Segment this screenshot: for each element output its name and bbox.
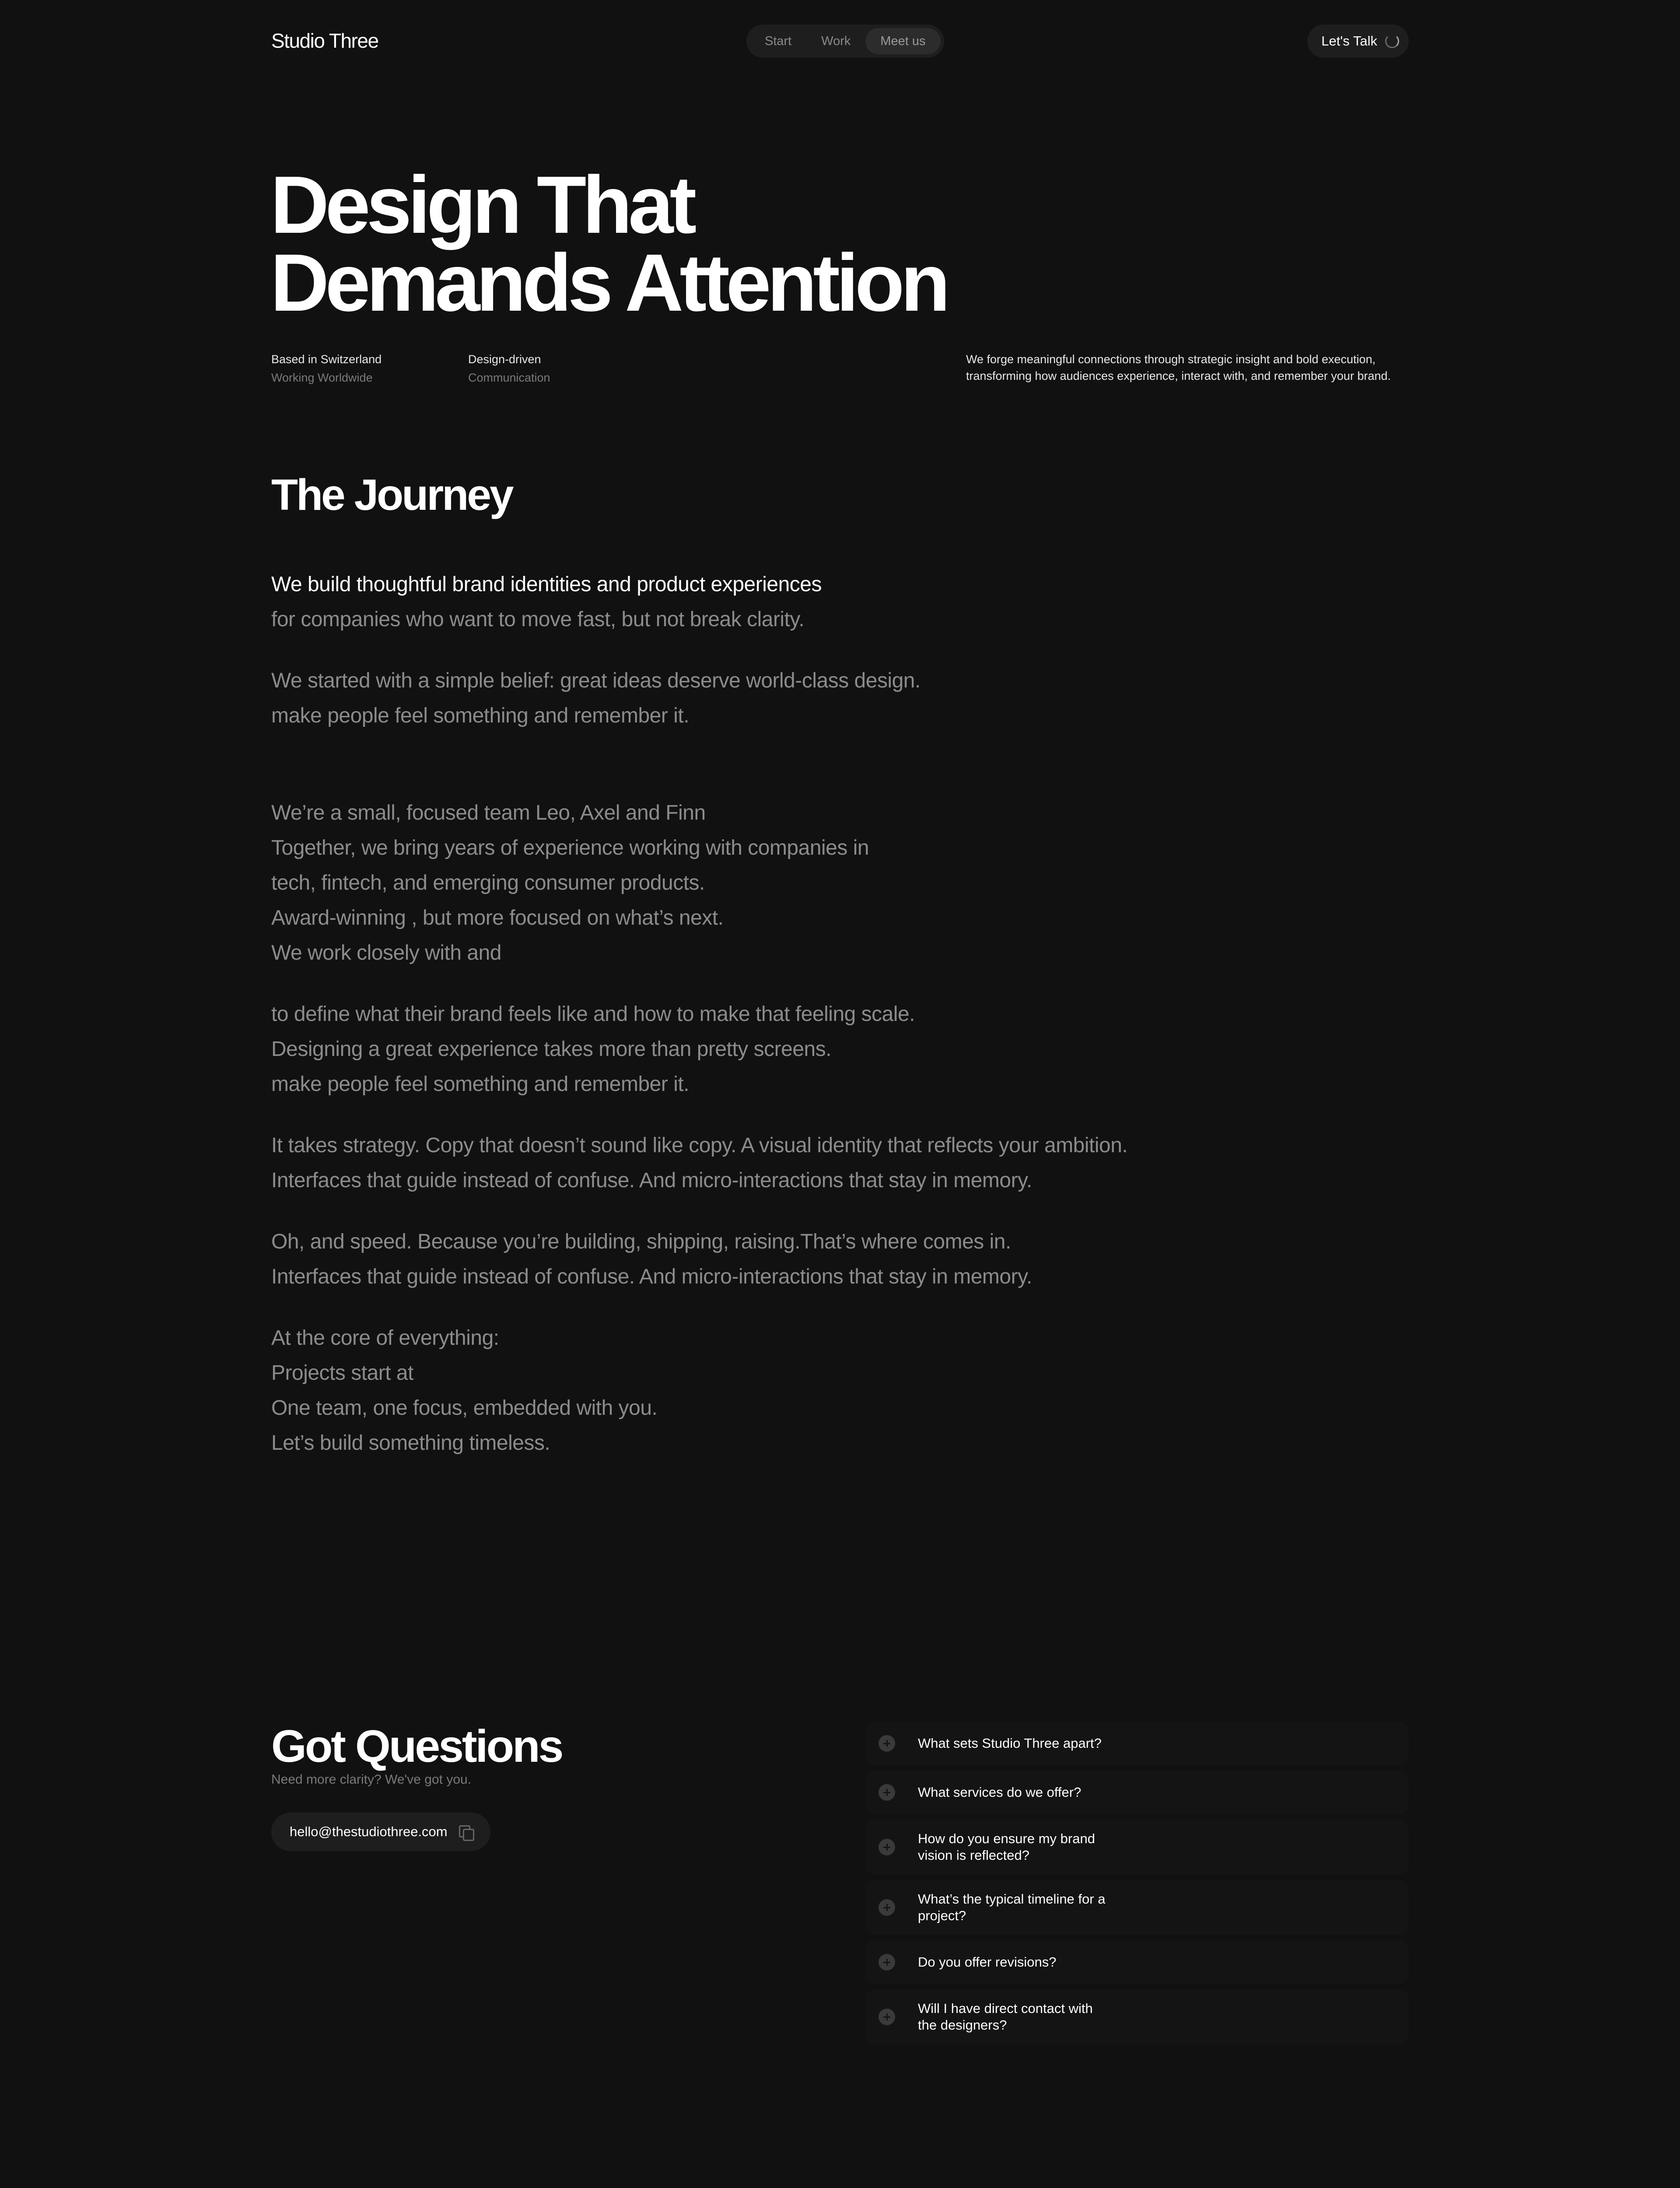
faq-question: Will I have direct contact with the designers?: [918, 2001, 1093, 2033]
faq-item[interactable]: [865, 1820, 1409, 1875]
lets-talk-button[interactable]: [1307, 25, 1409, 58]
journey-line: to define what their brand feels like and how to make that feeling scale.: [271, 1003, 915, 1026]
main-nav: [746, 25, 944, 58]
plus-icon: [878, 2009, 895, 2025]
email-copy-button[interactable]: [271, 1813, 490, 1851]
faq-question: How do you ensure my brand vision is reflected?: [918, 1831, 1095, 1863]
meta-location-secondary: Working Worldwide: [271, 371, 373, 384]
nav-meet-us[interactable]: Meet us: [865, 28, 940, 54]
faq-item[interactable]: [865, 1880, 1409, 1935]
faq-item[interactable]: [865, 1989, 1409, 2044]
faq-item[interactable]: [865, 1940, 1409, 1984]
faq-question: What’s the typical timeline for a project?: [918, 1891, 1106, 1923]
nav-work[interactable]: Work: [821, 34, 851, 48]
journey-title: The Journey: [271, 470, 512, 519]
email-address: hello@thestudiothree.com: [290, 1824, 448, 1839]
journey-line: We’re a small, focused team Leo, Axel and Finn: [271, 801, 706, 824]
journey-line: Interfaces that guide instead of confuse. And micro-interactions that stay in memory.: [271, 1265, 1032, 1288]
nav-start[interactable]: Start: [765, 34, 792, 48]
journey-line: It takes strategy. Copy that doesn’t sound like copy. A visual identity that reflects your ambition.: [271, 1134, 1128, 1157]
plus-icon: [878, 1735, 895, 1752]
faq-item[interactable]: [865, 1722, 1409, 1765]
journey-line: Interfaces that guide instead of confuse. And micro-interactions that stay in memory.: [271, 1169, 1032, 1192]
journey-line: Award-winning , but more focused on what’s next.: [271, 906, 724, 929]
journey-paragraph-4: [271, 997, 915, 1102]
hero-description: We forge meaningful connections through strategic insight and bold execution, transforming how audiences experience, interact with, and remember your brand.: [966, 353, 1391, 382]
journey-paragraph-1: [271, 567, 822, 637]
meta-focus-secondary: Communication: [468, 371, 550, 384]
meta-location: [271, 350, 382, 387]
journey-line: Let’s build something timeless.: [271, 1431, 550, 1455]
journey-line: One team, one focus, embedded with you.: [271, 1396, 658, 1420]
faq-question: Do you offer revisions?: [918, 1954, 1057, 1970]
journey-line: tech, fintech, and emerging consumer products.: [271, 871, 705, 894]
journey-line: make people feel something and remember it.: [271, 704, 690, 727]
journey-line: Designing a great experience takes more than pretty screens.: [271, 1038, 832, 1061]
hero-title-line-1: Design That: [270, 160, 693, 250]
meta-focus-primary: Design-driven: [468, 353, 541, 366]
journey-paragraph-2: [271, 663, 920, 733]
faq-question: What services do we offer?: [918, 1785, 1082, 1800]
loader-icon: [1385, 34, 1399, 48]
journey-line: Projects start at: [271, 1361, 413, 1385]
faq-item[interactable]: [865, 1771, 1409, 1814]
journey-line: We build thoughtful brand identities and product experiences: [271, 573, 822, 596]
copy-icon: [459, 1825, 472, 1838]
journey-line: At the core of everything:: [271, 1326, 499, 1350]
journey-paragraph-3: [271, 796, 869, 971]
faq-title: Got Questions: [271, 1721, 562, 1772]
site-header: [271, 25, 1409, 58]
faq-subtitle: Need more clarity? We've got you.: [271, 1772, 472, 1787]
meta-location-primary: Based in Switzerland: [271, 353, 382, 366]
brand-logo[interactable]: Studio Three: [271, 29, 378, 52]
journey-line: make people feel something and remember it.: [271, 1073, 690, 1096]
journey-line: for companies who want to move fast, but not break clarity.: [271, 608, 805, 631]
faq-question: What sets Studio Three apart?: [918, 1736, 1102, 1751]
plus-icon: [878, 1899, 895, 1916]
faq-list: [865, 1722, 1409, 2050]
hero-title-line-2: Demands Attention: [270, 238, 947, 328]
hero-title: [270, 160, 947, 328]
plus-icon: [878, 1784, 895, 1801]
plus-icon: [878, 1839, 895, 1855]
journey-line: Oh, and speed. Because you’re building, shipping, raising.That’s where comes in.: [271, 1230, 1011, 1253]
journey-paragraph-5: [271, 1128, 1127, 1198]
journey-line: Together, we bring years of experience working with companies in: [271, 836, 869, 859]
journey-paragraph-6: [271, 1224, 1032, 1294]
plus-icon: [878, 1954, 895, 1971]
lets-talk-label: Let's Talk: [1321, 33, 1377, 49]
meta-focus: [468, 350, 550, 387]
journey-paragraph-7: [271, 1321, 657, 1461]
journey-line: We work closely with and: [271, 941, 501, 964]
journey-line: We started with a simple belief: great ideas deserve world-class design.: [271, 669, 920, 692]
